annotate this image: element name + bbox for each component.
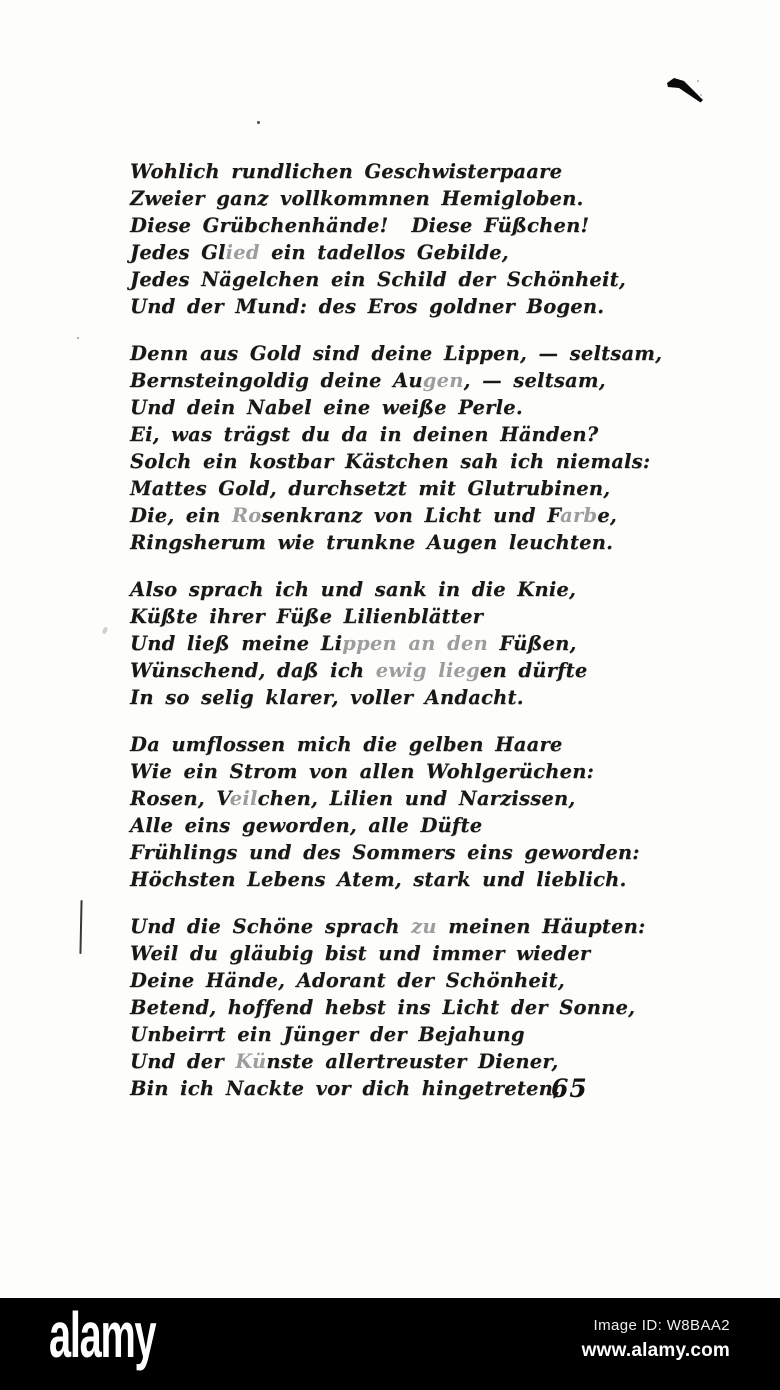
alamy-logo: alamy bbox=[49, 1299, 156, 1371]
ink-speck bbox=[697, 80, 699, 82]
ink-speck bbox=[700, 94, 702, 96]
poem-stanza bbox=[130, 158, 670, 320]
poem-line: Wünschend, daß ich ewig liegen dürfte bbox=[130, 659, 588, 682]
poem-line: Bernsteingoldig deine Augen, — seltsam, bbox=[130, 369, 606, 392]
poem-line: Rosen, Veilchen, Lilien und Narzissen, bbox=[130, 787, 576, 810]
poem-line: Unbeirrt ein Jünger der Bejahung bbox=[130, 1023, 525, 1046]
margin-pencil-line bbox=[79, 900, 82, 954]
poem-line: Denn aus Gold sind deine Lippen, — seltsam, bbox=[130, 342, 663, 365]
poem-line: Betend, hoffend hebst ins Licht der Sonne, bbox=[130, 996, 636, 1019]
poem-line: Jedes Nägelchen ein Schild der Schönheit, bbox=[130, 268, 626, 291]
alamy-url-text: www.alamy.com bbox=[581, 1340, 730, 1361]
paper-blemish bbox=[102, 626, 109, 634]
poem-line: Wohlich rundlichen Geschwisterpaare bbox=[130, 160, 563, 183]
poem-line: Und die Schöne sprach zu meinen Häupten: bbox=[130, 915, 646, 938]
poem-line: Ei, was trägst du da in deinen Händen? bbox=[130, 423, 599, 446]
poem-line: Und dein Nabel eine weiße Perle. bbox=[130, 396, 523, 419]
watermark-bar bbox=[0, 1298, 780, 1390]
poem-line: Also sprach ich und sank in die Knie, bbox=[130, 578, 577, 601]
watermark-info bbox=[582, 1317, 730, 1362]
poem-stanza bbox=[130, 340, 670, 556]
poem-line: Da umflossen mich die gelben Haare bbox=[130, 733, 563, 756]
poem-line: Küßte ihrer Füße Lilienblätter bbox=[130, 605, 484, 628]
poem-line: Zweier ganz vollkommnen Hemigloben. bbox=[130, 187, 584, 210]
page-number: 65 bbox=[551, 1074, 588, 1103]
ink-speck bbox=[77, 337, 79, 339]
image-id-text: Image ID: W8BAA2 bbox=[593, 1317, 730, 1334]
poem-line: Diese Grübchenhände! Diese Füßchen! bbox=[130, 214, 590, 237]
poem-line: Weil du gläubig bist und immer wieder bbox=[130, 942, 591, 965]
poem-line: Bin ich Nackte vor dich hingetreten, bbox=[130, 1077, 561, 1100]
poem-line: Jedes Glied ein tadellos Gebilde, bbox=[130, 241, 509, 264]
pen-flick-mark bbox=[655, 70, 710, 110]
poem-line: Wie ein Strom von allen Wohlgerüchen: bbox=[130, 760, 594, 783]
poem-line: Die, ein Rosenkranz von Licht und Farbe, bbox=[130, 504, 617, 527]
poem-stanza bbox=[130, 731, 670, 893]
poem-line: Ringsherum wie trunkne Augen leuchten. bbox=[130, 531, 614, 554]
ink-speck bbox=[257, 121, 260, 124]
poem-line: Und ließ meine Lippen an den Füßen, bbox=[130, 632, 577, 655]
poem-line: Höchsten Lebens Atem, stark und lieblich. bbox=[130, 868, 627, 891]
poem-line: Mattes Gold, durchsetzt mit Glutrubinen, bbox=[130, 477, 611, 500]
poem-text bbox=[130, 158, 670, 1122]
poem-stanza bbox=[130, 576, 670, 711]
poem-line: Deine Hände, Adorant der Schönheit, bbox=[130, 969, 565, 992]
poem-line: Frühlings und des Sommers eins geworden: bbox=[130, 841, 640, 864]
poem-line: Solch ein kostbar Kästchen sah ich niemals: bbox=[130, 450, 651, 473]
poem-stanza bbox=[130, 913, 670, 1102]
poem-line: Und der Mund: des Eros goldner Bogen. bbox=[130, 295, 605, 318]
poem-line: In so selig klarer, voller Andacht. bbox=[130, 686, 524, 709]
poem-line: Und der Künste allertreuster Diener, bbox=[130, 1050, 559, 1073]
poem-line: Alle eins geworden, alle Düfte bbox=[130, 814, 483, 837]
